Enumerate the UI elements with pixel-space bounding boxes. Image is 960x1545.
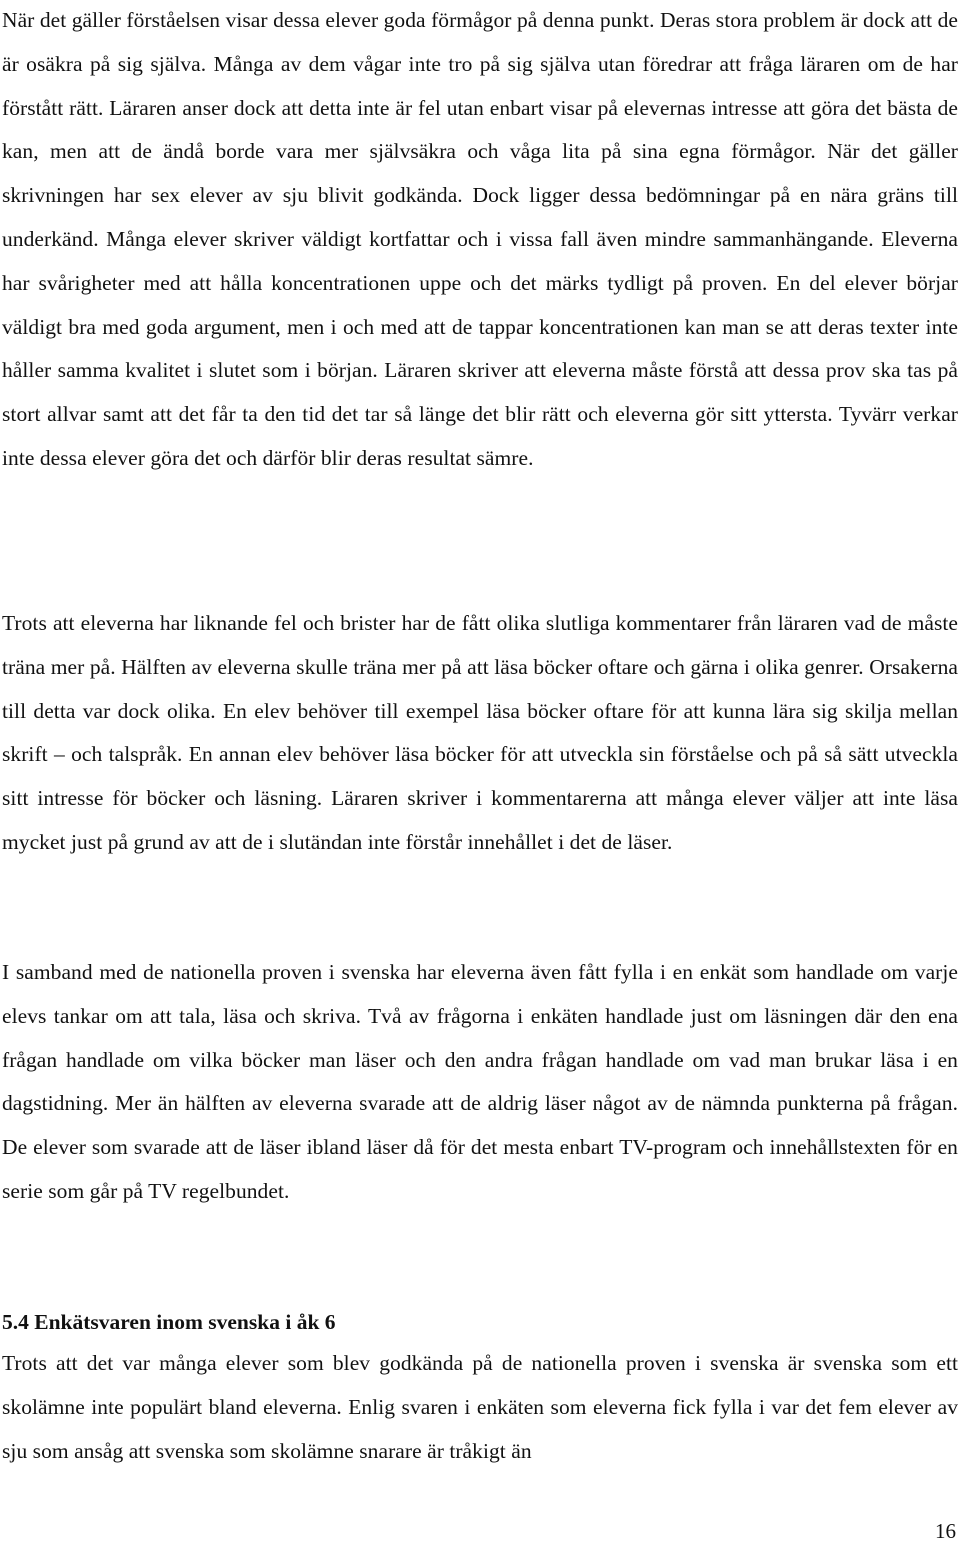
page-number: 16 (935, 1519, 956, 1543)
paragraph-survey-reading: I samband med de nationella proven i svenska har eleverna även fått fylla i en enkät som handlade om varje elevs tankar om att tala, läsa och skriva. Två av frågorna i enkäten handlade just om läsningen där den ena frågan handlade om vilka böcker man läser och den andra frågan handlade om vad man brukar läsa i en dagstidning. Mer än hälften av eleverna svarade att de aldrig läser något av de nämnda punkterna på frågan. De elever som svarade att de läser ibland läser då för det mesta enbart TV-program och innehållstexten för en serie som går på TV regelbundet. (2, 960, 958, 1203)
paragraph-reading-writing-results: När det gäller förståelsen visar dessa elever goda förmågor på denna punkt. Deras stora problem är dock att de är osäkra på sig själva. Många av dem vågar inte tro på sig själva utan föredrar att fråga läraren om de har förstått rätt. Läraren anser dock att detta inte är fel utan enbart visar på elevernas intresse att göra det bästa de kan, men att de ändå borde vara mer självsäkra och våga lita på sina egna förmågor. När det gäller skrivningen har sex elever av sju blivit godkända. Dock ligger dessa bedömningar på en nära gräns till underkänd. Många elever skriver väldigt kortfattar och i vissa fall även mindre sammanhängande. Eleverna har svårigheter med att hålla koncentrationen uppe och det märks tydligt på proven. En del elever börjar väldigt bra med goda argument, men i och med att de tappar koncentrationen kan man se att deras texter inte håller samma kvalitet i slutet som i början. Läraren skriver att eleverna måste förstå att dessa prov ska tas på stort allvar samt att det får ta den tid det tar så länge det blir rätt och eleverna gör sitt yttersta. Tyvärr verkar inte dessa elever göra det och därför blir deras resultat sämre. (2, 8, 958, 470)
section-heading: 5.4 Enkätsvaren inom svenska i åk 6 (2, 1310, 336, 1334)
paragraph-teacher-comments: Trots att eleverna har liknande fel och brister har de fått olika slutliga kommentarer från läraren vad de måste träna mer på. Hälften av eleverna skulle träna mer på att läsa böcker oftare och gärna i olika genrer. Orsakerna till detta var dock olika. En elev behöver till exempel läsa böcker oftare för att kunna lära sig skilja mellan skrift – och talspråk. En annan elev behöver läsa böcker för att utveckla sin förståelse och på så sätt utveckla sitt intresse för böcker och läsning. Läraren skriver i kommentarerna att många elever väljer att inte läsa mycket just på grund av att de i slutändan inte förstår innehållet i det de läser. (2, 611, 958, 854)
paragraph-section-intro: Trots att det var många elever som blev godkända på de nationella proven i svenska är svenska som ett skolämne inte populärt bland eleverna. Enlig svaren i enkäten som eleverna fick fylla i var det fem elever av sju som ansåg att svenska som skolämne snarare är tråkigt än (2, 1351, 958, 1463)
